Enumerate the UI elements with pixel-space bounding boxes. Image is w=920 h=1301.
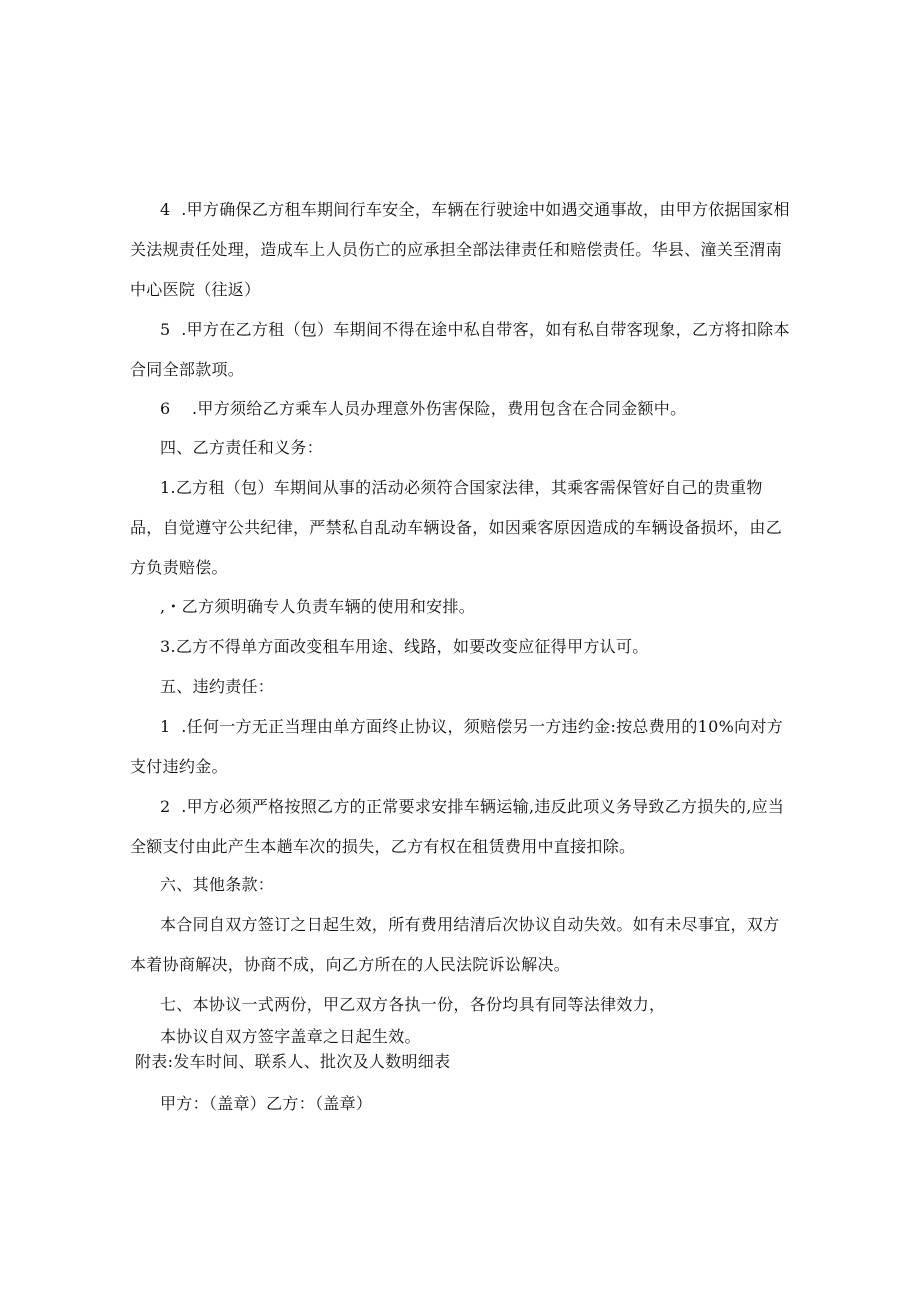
clause-6-paragraph: 本合同自双方签订之日起生效，所有费用结清后次协议自动失效。如有未尽事宜，双方本着协商解决，协商不成，向乙方所在的人民法院诉讼解决。: [130, 915, 780, 974]
clause-5-2-paragraph: 2 .甲方必须严格按照乙方的正常要求安排车辆运输,违反此项义务导致乙方损失的,应当全额支付由此产生本趟车次的损失，乙方有权在租赁费用中直接扣除。: [130, 797, 785, 856]
section-7-paragraph: 七、本协议一式两份，甲乙双方各执一份，各份均具有同等法律效力，: [160, 995, 666, 1014]
clause-4-3-paragraph: 3.乙方不得单方面改变租车用途、线路，如要改变应征得甲方认可。: [160, 637, 649, 656]
clause-5-1-paragraph: 1 .任何一方无正当理由单方面终止协议，须赔偿另一方违约金:按总费用的10%向对方支付违约金。: [130, 717, 783, 776]
section-5-heading: 五、违约责任：: [160, 677, 275, 696]
signature-line: 甲方：（盖章）乙方：（盖章）: [160, 1094, 373, 1113]
clause-3-6-paragraph: 6 .甲方须给乙方乘车人员办理意外伤害保险，费用包含在合同金额中。: [160, 399, 687, 418]
appendix-line: 附表:发车时间、联系人、批次及人数明细表: [135, 1052, 451, 1071]
clause-4-1-paragraph: 1.乙方租（包）车期间从事的活动必须符合国家法律，其乘客需保管好自己的贵重物品，自觉遵守公共纪律，严禁私自乱动车辆设备，如因乘客原因造成的车辆设备损坏，由乙方负责赔偿。: [130, 478, 783, 577]
clause-3-4-paragraph: 4 .甲方确保乙方租车期间行车安全，车辆在行驶途中如遇交通事故，由甲方依据国家相关法规责任处理，造成车上人员伤亡的应承担全部法律责任和赔偿责任。华县、潼关至渭南中心医院（往返）: [130, 200, 790, 299]
effect-line: 本协议自双方签字盖章之日起生效。: [160, 1027, 421, 1046]
clause-3-5-paragraph: 5 .甲方在乙方租（包）车期间不得在途中私自带客，如有私自带客现象，乙方将扣除本合同全部款项。: [130, 320, 790, 379]
clause-4-2-paragraph: ,・乙方须明确专人负责车辆的使用和安排。: [160, 597, 476, 616]
section-6-heading: 六、其他条款：: [160, 875, 275, 894]
section-4-heading: 四、乙方责任和义务：: [160, 438, 324, 457]
